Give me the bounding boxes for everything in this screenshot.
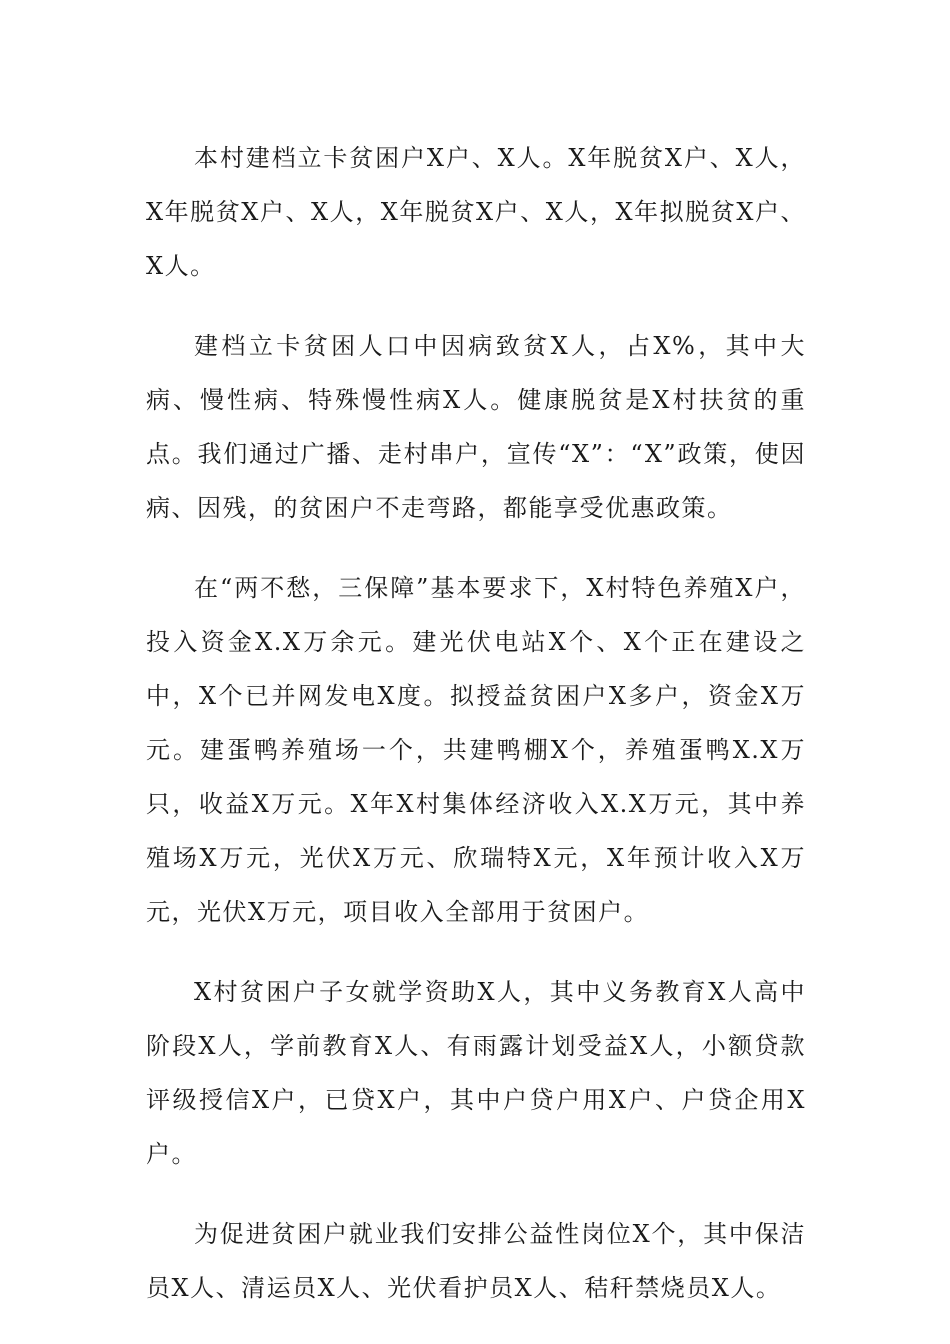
paragraph-registered-households: 本村建档立卡贫困户X户、X人。X年脱贫X户、X人，X年脱贫X户、X人，X年脱贫X户、X人，X年拟脱贫X户、X人。 bbox=[146, 144, 806, 280]
paragraph-industry-income: 在“两不愁，三保障”基本要求下，X村特色养殖X户，投入资金X.X万余元。建光伏电站X个、X个正在建设之中，X个已并网发电X度。拟授益贫困户X多户，资金X万元。建蛋鸭养殖场一个，共建鸭棚X个，养殖蛋鸭X.X万只，收益X万元。X年X村集体经济收入X.X万元，其中养殖场X万元，光伏X万元、欣瑞特X元，X年预计收入X万元，光伏X万元，项目收入全部用于贫困户。 bbox=[146, 574, 806, 926]
paragraph-employment: 为促进贫困户就业我们安排公益性岗位X个，其中保洁员X人、清运员X人、光伏看护员X人、秸秆禁烧员X人。 bbox=[146, 1220, 806, 1302]
paragraph-health-poverty: 建档立卡贫困人口中因病致贫X人，占X%，其中大病、慢性病、特殊慢性病X人。健康脱贫是X村扶贫的重点。我们通过广播、走村串户，宣传“X”：“X”政策，使因病、因残，的贫困户不走弯路，都能享受优惠政策。 bbox=[146, 332, 806, 522]
document-body bbox=[146, 131, 806, 1341]
paragraph-education-loans: X村贫困户子女就学资助X人，其中义务教育X人高中阶段X人，学前教育X人、有雨露计划受益X人，小额贷款评级授信X户，已贷X户，其中户贷户用X户、户贷企用X户。 bbox=[146, 978, 806, 1168]
